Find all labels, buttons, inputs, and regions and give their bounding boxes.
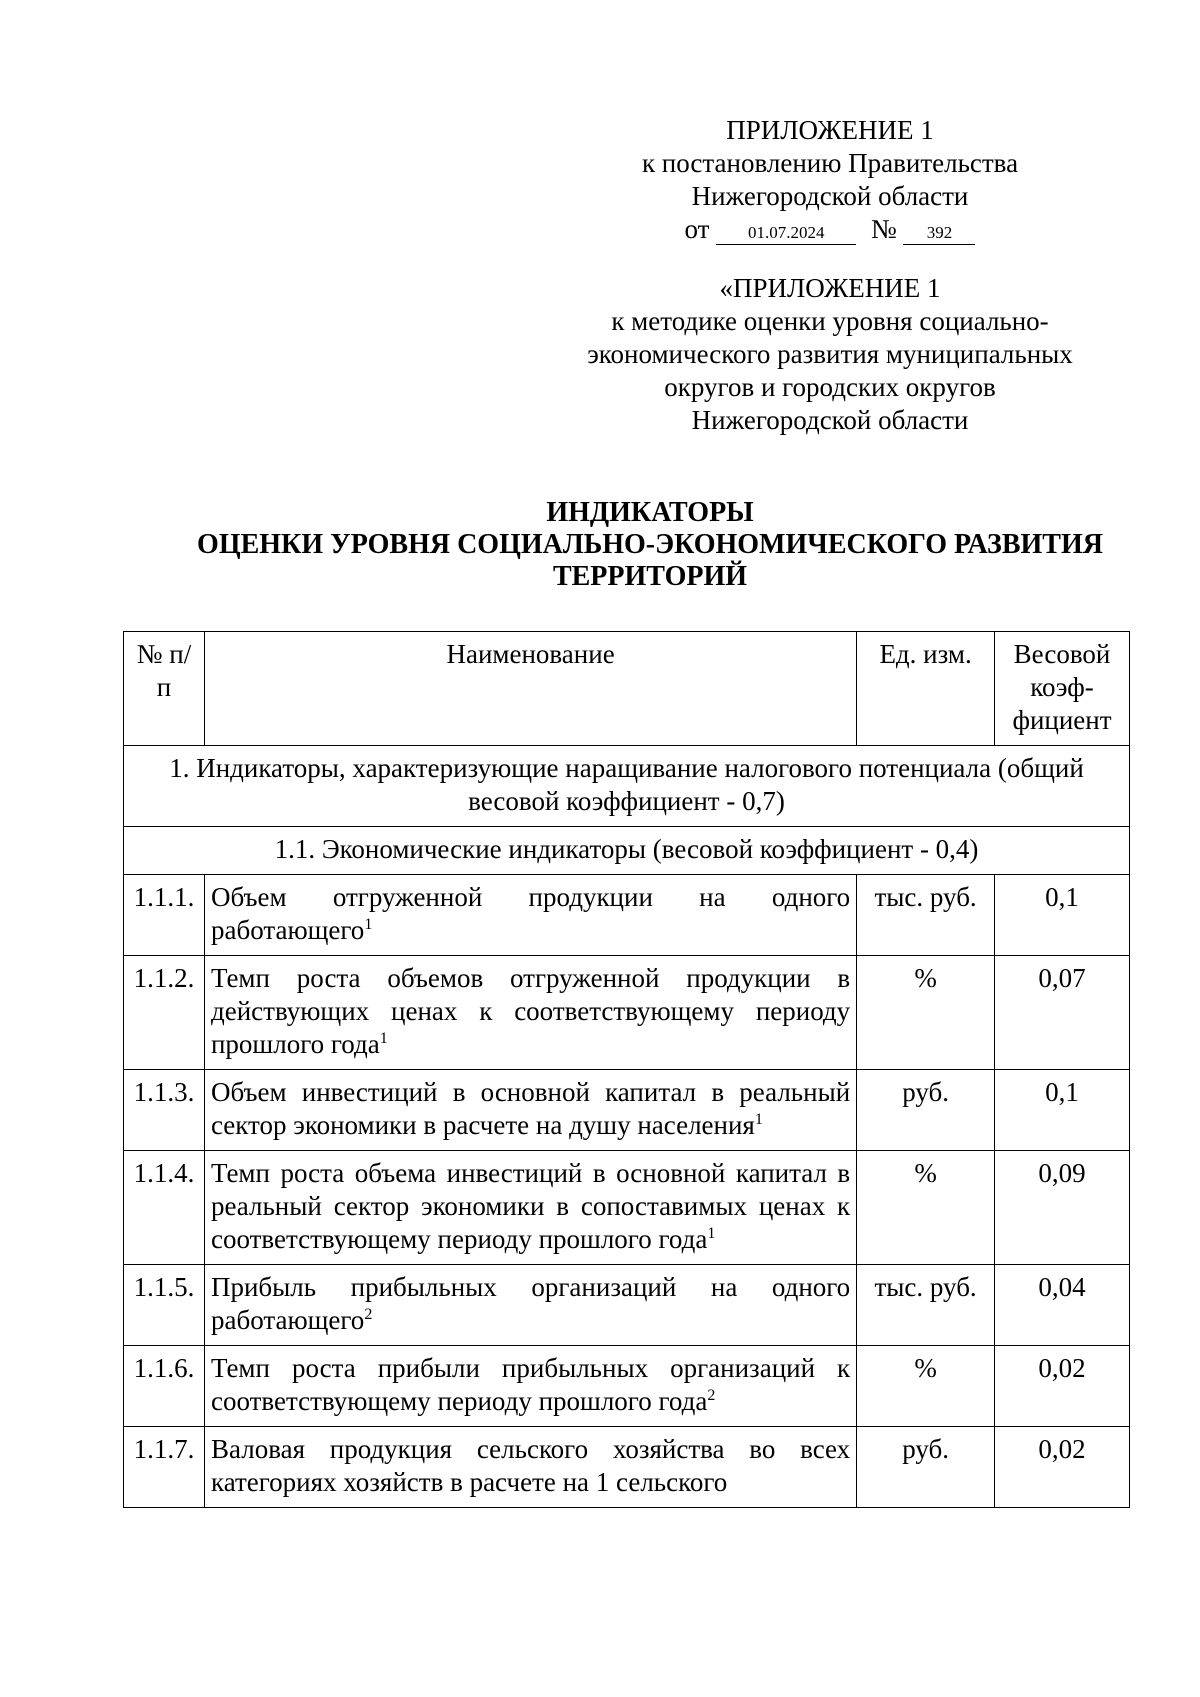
section-1-title: 1. Индикаторы, характеризующие наращивание налогового потенциала (общий весовой коэффициент - 0,7)	[124, 746, 1130, 827]
row-name	[204, 956, 856, 1070]
table-row	[124, 875, 1130, 956]
row-weight: 0,09	[995, 1151, 1130, 1265]
row-num: 1.1.3.	[124, 1070, 205, 1151]
footnote-ref: 2	[707, 1387, 716, 1404]
section-1-1-title: 1.1. Экономические индикаторы (весовой коэффициент - 0,4)	[124, 827, 1130, 875]
row-unit: руб.	[857, 1427, 995, 1508]
approval-title: ПРИЛОЖЕНИЕ 1	[726, 115, 934, 145]
appendix-line-3: экономического развития муниципальных	[587, 339, 1073, 369]
appendix-line-2: к методике оценки уровня социально-	[611, 306, 1049, 336]
row-weight: 0,1	[995, 875, 1130, 956]
title-line-1: ИНДИКАТОРЫ	[546, 497, 754, 528]
row-num: 1.1.6.	[124, 1346, 205, 1427]
header-name: Наименование	[204, 632, 856, 746]
row-name-text: Темп роста объемов отгруженной продукции в действующих ценах к соответствующему периоду прошлого года	[210, 963, 851, 1059]
row-num: 1.1.4.	[124, 1151, 205, 1265]
row-name	[204, 1151, 856, 1265]
footnote-ref: 2	[364, 1306, 373, 1323]
date-prefix: от	[684, 214, 710, 244]
row-num: 1.1.7.	[124, 1427, 205, 1508]
table-row	[124, 1265, 1130, 1346]
appendix-line-5: Нижегородской области	[691, 405, 969, 435]
approval-number: 392	[903, 223, 975, 245]
footnote-ref: 1	[364, 916, 373, 933]
row-name-text: Темп роста прибыли прибыльных организаций к соответствующему периоду прошлого года	[210, 1353, 851, 1416]
title-line-3: ТЕРРИТОРИЙ	[552, 561, 748, 592]
appendix-block	[560, 272, 1100, 437]
approval-line-3: Нижегородской области	[691, 181, 969, 211]
header-unit: Ед. изм.	[857, 632, 995, 746]
approval-line-2: к постановлению Правительства	[641, 148, 1019, 178]
row-unit: руб.	[857, 1070, 995, 1151]
table-row	[124, 1346, 1130, 1427]
row-name	[204, 1346, 856, 1427]
number-prefix: №	[870, 214, 897, 244]
footnote-ref: 1	[379, 1030, 388, 1047]
row-num: 1.1.1.	[124, 875, 205, 956]
header-weight: Весовой коэф-фициент	[995, 632, 1130, 746]
table-row	[124, 1070, 1130, 1151]
row-name-text: Прибыль прибыльных организаций на одного работающего	[210, 1272, 851, 1335]
table-row	[124, 1151, 1130, 1265]
row-weight: 0,02	[995, 1427, 1130, 1508]
row-weight: 0,07	[995, 956, 1130, 1070]
subsection-row	[124, 827, 1130, 875]
row-name	[204, 1070, 856, 1151]
document-title	[120, 497, 1180, 593]
row-name-text: Объем инвестиций в основной капитал в реальный сектор экономики в расчете на душу населения	[210, 1077, 851, 1140]
row-name	[204, 1427, 856, 1508]
row-name	[204, 875, 856, 956]
approval-block	[560, 114, 1100, 246]
table-header-row	[124, 632, 1130, 746]
row-unit: %	[857, 1151, 995, 1265]
appendix-line-4: округов и городских округов	[664, 372, 996, 402]
indicators-table	[123, 631, 1130, 1508]
row-name-text: Темп роста объема инвестиций в основной капитал в реальный сектор экономики в сопоставимых ценах к соответствующему периоду прошлого года	[210, 1158, 851, 1254]
row-num: 1.1.2.	[124, 956, 205, 1070]
row-num: 1.1.5.	[124, 1265, 205, 1346]
row-unit: %	[857, 1346, 995, 1427]
header-num: № п/п	[124, 632, 205, 746]
row-unit: тыс. руб.	[857, 875, 995, 956]
approval-date: 01.07.2024	[716, 223, 856, 245]
row-unit: %	[857, 956, 995, 1070]
row-unit: тыс. руб.	[857, 1265, 995, 1346]
appendix-title: «ПРИЛОЖЕНИЕ 1	[719, 273, 941, 303]
row-name	[204, 1265, 856, 1346]
footnote-ref: 1	[707, 1225, 716, 1242]
approval-date-line	[560, 213, 1100, 246]
row-weight: 0,04	[995, 1265, 1130, 1346]
table-row	[124, 956, 1130, 1070]
table-row	[124, 1427, 1130, 1508]
row-name-text: Валовая продукция сельского хозяйства во всех категориях хозяйств в расчете на 1 сельского	[210, 1434, 851, 1497]
footnote-ref: 1	[754, 1111, 763, 1128]
section-row	[124, 746, 1130, 827]
title-line-2: ОЦЕНКИ УРОВНЯ СОЦИАЛЬНО-ЭКОНОМИЧЕСКОГО РАЗВИТИЯ	[197, 529, 1103, 560]
row-weight: 0,02	[995, 1346, 1130, 1427]
row-name-text: Объем отгруженной продукции на одного работающего	[210, 882, 851, 945]
row-weight: 0,1	[995, 1070, 1130, 1151]
